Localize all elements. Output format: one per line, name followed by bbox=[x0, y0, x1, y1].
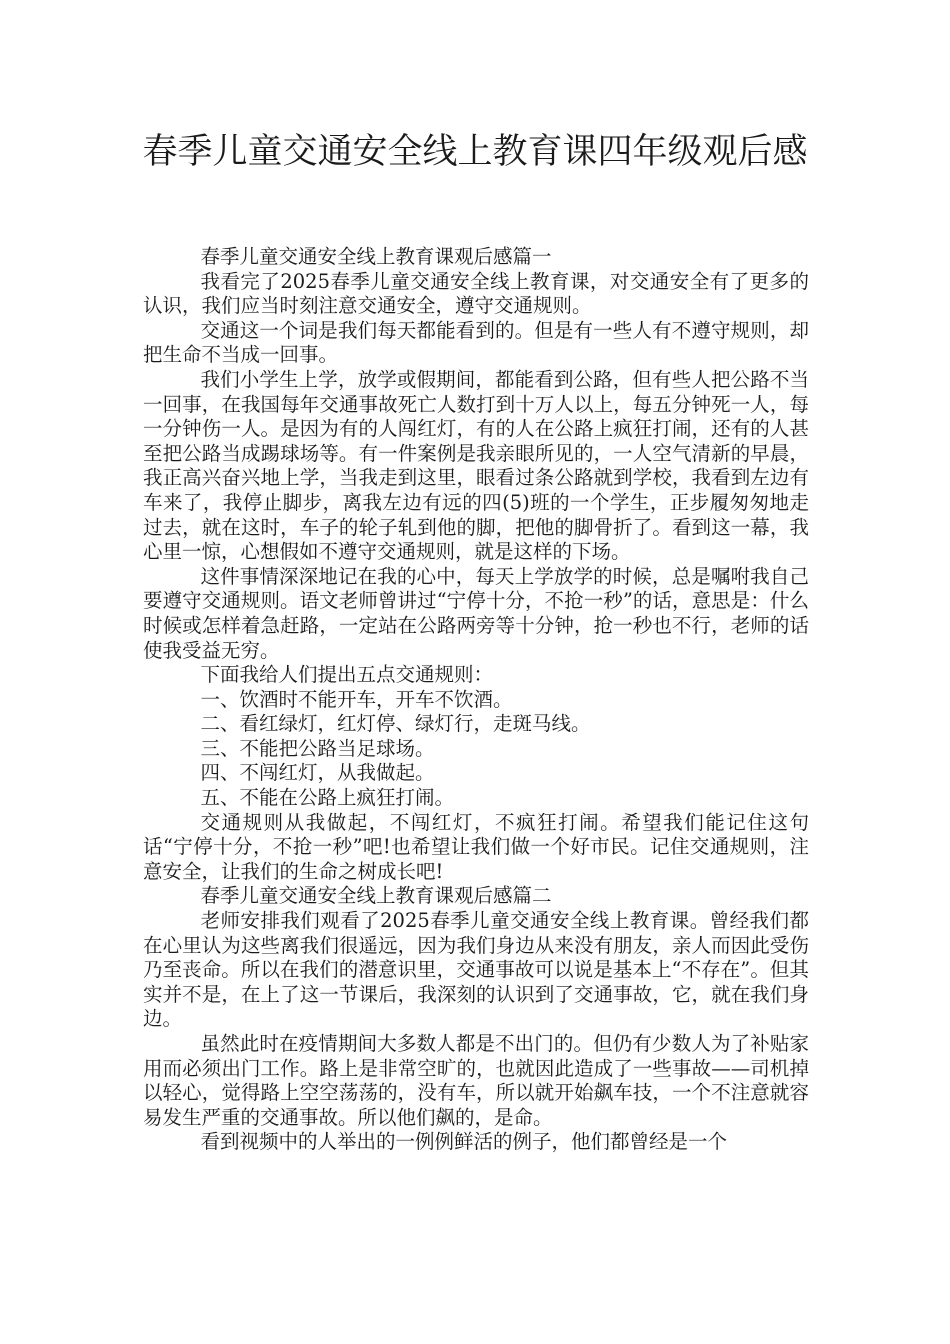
section-heading-2: 春季儿童交通安全线上教育课观后感篇二 bbox=[200, 884, 552, 908]
rule-item-5: 五、不能在公路上疯狂打闹。 bbox=[200, 786, 455, 810]
paragraph: 我看完了2025春季儿童交通安全线上教育课，对交通安全有了更多的认识，我们应当时刻注意交通安全，遵守交通规则。 bbox=[143, 269, 809, 318]
paragraph: 这件事情深深地记在我的心中，每天上学放学的时候，总是嘱咐我自己要遵守交通规则。语文老师曾讲过“宁停十分，不抢一秒”的话，意思是：什么时候或怎样着急赶路，一定站在公路两旁等十分钟，抢一秒也不行，老师的话使我受益无穷。 bbox=[143, 564, 809, 662]
paragraph: 看到视频中的人举出的一例例鲜活的例子，他们都曾经是一个 bbox=[200, 1130, 728, 1154]
paragraph: 老师安排我们观看了2025春季儿童交通安全线上教育课。曾经我们都在心里认为这些离我们很遥远，因为我们身边从来没有朋友，亲人而因此受伤乃至丧命。所以在我们的潜意识里，交通事故可以说是基本上“不存在”。但其实并不是，在上了这一节课后，我深刻的认识到了交通事故，它，就在我们身边。 bbox=[143, 909, 809, 1031]
rule-item-1: 一、饮酒时不能开车，开车不饮酒。 bbox=[200, 687, 513, 711]
rule-item-3: 三、不能把公路当足球场。 bbox=[200, 736, 435, 760]
document-body bbox=[143, 245, 809, 1155]
rule-item-4: 四、不闯红灯，从我做起。 bbox=[200, 761, 435, 785]
paragraph: 交通规则从我做起，不闯红灯，不疯狂打闹。希望我们能记住这句话“宁停十分，不抢一秒”吧!也希望让我们做一个好市民。记住交通规则，注意安全，让我们的生命之树成长吧! bbox=[143, 810, 809, 883]
paragraph: 我们小学生上学，放学或假期间，都能看到公路，但有些人把公路不当一回事，在我国每年交通事故死亡人数打到十万人以上，每五分钟死一人，每一分钟伤一人。是因为有的人闯红灯，有的人在公路上疯狂打闹，还有的人甚至把公路当成踢球场等。有一件案例是我亲眼所见的，一人空气清新的早晨，我正高兴奋兴地上学，当我走到这里，眼看过条公路就到学校，我看到左边有车来了，我停止脚步，离我左边有远的四(5)班的一个学生，正步履匆匆地走过去，就在这时，车子的轮子轧到他的脚，把他的脚骨折了。看到这一幕，我心里一惊，心想假如不遵守交通规则，就是这样的下场。 bbox=[143, 367, 809, 564]
paragraph: 虽然此时在疫情期间大多数人都是不出门的。但仍有少数人为了补贴家用而必须出门工作。路上是非常空旷的，也就因此造成了一些事故——司机掉以轻心，觉得路上空空荡荡的，没有车，所以就开始飙车技，一个不注意就容易发生严重的交通事故。所以他们飙的，是命。 bbox=[143, 1032, 809, 1129]
paragraph: 交通这一个词是我们每天都能看到的。但是有一些人有不遵守规则，却把生命不当成一回事。 bbox=[143, 318, 809, 367]
document-title: 春季儿童交通安全线上教育课四年级观后感 bbox=[142, 132, 808, 172]
section-heading-1: 春季儿童交通安全线上教育课观后感篇一 bbox=[200, 245, 552, 268]
paragraph: 下面我给人们提出五点交通规则： bbox=[200, 663, 494, 687]
rule-item-2: 二、看红绿灯，红灯停、绿灯行，走斑马线。 bbox=[200, 712, 591, 736]
